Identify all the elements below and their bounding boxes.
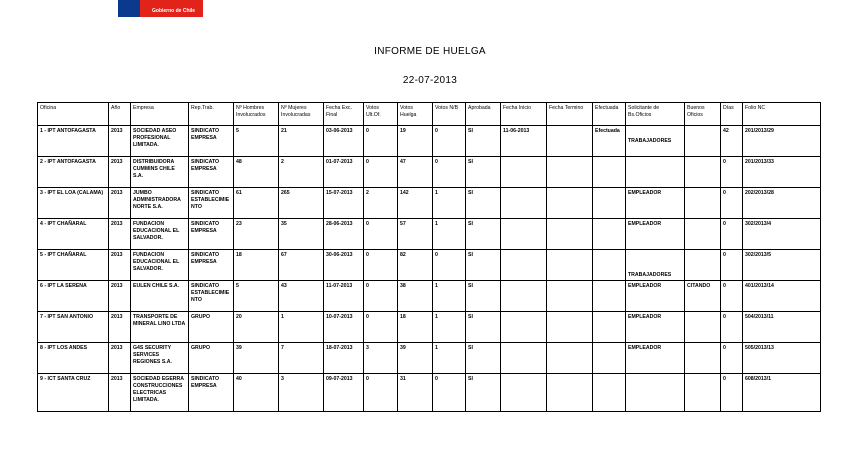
table-cell (626, 157, 685, 188)
table-cell: 0 (364, 312, 398, 343)
logo-blue-block (118, 0, 140, 17)
table-row (38, 188, 821, 219)
table-cell (685, 219, 721, 250)
column-header: Folio NC (743, 103, 821, 126)
table-cell (685, 157, 721, 188)
table-cell: 608/2013/1 (743, 374, 821, 412)
table-cell: 0 (721, 188, 743, 219)
table-cell: GRUPO (189, 312, 234, 343)
table-cell: 42 (721, 126, 743, 157)
table-cell: 0 (433, 374, 466, 412)
table-cell (501, 343, 547, 374)
table-cell: 19 (398, 126, 433, 157)
table-cell: 2013 (109, 126, 131, 157)
table-cell: 15-07-2013 (324, 188, 364, 219)
table-cell: FUNDACION EDUCACIONAL EL SALVADOR. (131, 219, 189, 250)
table-cell: SINDICATO EMPRESA (189, 219, 234, 250)
table-cell: G4S SECURITY SERVICES REGIONES S.A. (131, 343, 189, 374)
table-cell: 0 (433, 126, 466, 157)
table-cell (547, 250, 593, 281)
table-cell: 57 (398, 219, 433, 250)
strike-report-table (37, 102, 821, 412)
table-cell: SI (466, 250, 501, 281)
table-cell: 3 - IPT EL LOA (CALAMA) (38, 188, 109, 219)
table-cell (593, 281, 626, 312)
table-cell: 3 (279, 374, 324, 412)
table-cell (501, 312, 547, 343)
table-cell: 28-06-2013 (324, 219, 364, 250)
table-cell: 1 (279, 312, 324, 343)
table-cell (547, 343, 593, 374)
table-cell: EULEN CHILE S.A. (131, 281, 189, 312)
table-cell (593, 157, 626, 188)
table-cell: 302/2013/4 (743, 219, 821, 250)
table-cell (501, 281, 547, 312)
table-cell: 0 (433, 157, 466, 188)
table-cell: 4 - IPT CHAÑARAL (38, 219, 109, 250)
table-cell: 35 (279, 219, 324, 250)
column-header: Buenos Oficios (685, 103, 721, 126)
table-cell: 01-07-2013 (324, 157, 364, 188)
table-cell: 48 (234, 157, 279, 188)
table-cell: 2013 (109, 343, 131, 374)
table-cell: SINDICATO ESTABLECIMIENTO (189, 281, 234, 312)
logo-text: Gobierno de Chile (152, 8, 196, 14)
table-cell: 0 (721, 157, 743, 188)
table-cell: DISTRIBUIDORA CUMMINS CHILE S.A. (131, 157, 189, 188)
table-cell: 1 (433, 312, 466, 343)
table-cell (593, 343, 626, 374)
table-cell: 38 (398, 281, 433, 312)
table-cell (685, 250, 721, 281)
table-cell (547, 312, 593, 343)
table-cell: SOCIEDAD ASEO PROFESIONAL LIMITADA. (131, 126, 189, 157)
table-cell (501, 250, 547, 281)
table-cell: SI (466, 312, 501, 343)
table-cell: 1 (433, 188, 466, 219)
table-cell: 0 (364, 281, 398, 312)
table-cell (593, 250, 626, 281)
table-cell: 61 (234, 188, 279, 219)
table-cell: 0 (433, 250, 466, 281)
table-row (38, 219, 821, 250)
table-cell: 18-07-2013 (324, 343, 364, 374)
table-cell: 302/2013/5 (743, 250, 821, 281)
table-cell: EMPLEADOR (626, 281, 685, 312)
table-cell: 09-07-2013 (324, 374, 364, 412)
table-cell: 82 (398, 250, 433, 281)
table-cell (685, 312, 721, 343)
column-header: Nº Hombres Involucrados (234, 103, 279, 126)
table-cell: Efectuada (593, 126, 626, 157)
table-cell: 505/2013/13 (743, 343, 821, 374)
table-cell: 2 (279, 157, 324, 188)
table-row (38, 343, 821, 374)
table-cell: 2013 (109, 374, 131, 412)
table-cell: 2013 (109, 157, 131, 188)
column-header: Año (109, 103, 131, 126)
table-cell: FUNDACION EDUCACIONAL EL SALVADOR. (131, 250, 189, 281)
table-row (38, 250, 821, 281)
table-cell: 1 (433, 219, 466, 250)
table-cell: SI (466, 188, 501, 219)
table-cell (593, 312, 626, 343)
table-cell: 265 (279, 188, 324, 219)
table-cell: 40 (234, 374, 279, 412)
table-cell: 0 (364, 157, 398, 188)
table-cell: SI (466, 343, 501, 374)
table-cell: 67 (279, 250, 324, 281)
table-cell (501, 374, 547, 412)
table-cell (547, 126, 593, 157)
table-cell: 03-06-2013 (324, 126, 364, 157)
table-cell: 202/2013/28 (743, 188, 821, 219)
table-cell: EMPLEADOR (626, 343, 685, 374)
table-cell (501, 157, 547, 188)
table-cell: SI (466, 157, 501, 188)
table-cell (593, 188, 626, 219)
table-cell: 8 - IPT LOS ANDES (38, 343, 109, 374)
table-cell: SINDICATO ESTABLECIMIENTO (189, 188, 234, 219)
column-header: Fecha Exc. Final (324, 103, 364, 126)
table-cell: 201/2013/29 (743, 126, 821, 157)
table-cell: 0 (721, 343, 743, 374)
table-cell: SINDICATO EMPRESA (189, 374, 234, 412)
table-cell: 18 (234, 250, 279, 281)
table-cell: 0 (721, 374, 743, 412)
table-row (38, 157, 821, 188)
column-header: Votos Ult.Of. (364, 103, 398, 126)
report-date: 22-07-2013 (402, 75, 458, 86)
table-cell: JUMBO ADMINISTRADORA NORTE S.A. (131, 188, 189, 219)
table-header-row (38, 103, 821, 126)
table-cell: 43 (279, 281, 324, 312)
table-row (38, 312, 821, 343)
table-cell: 2013 (109, 281, 131, 312)
table-cell (547, 219, 593, 250)
table-cell: SINDICATO EMPRESA (189, 126, 234, 157)
table-cell: 0 (364, 374, 398, 412)
table-cell: EMPLEADOR (626, 188, 685, 219)
table-cell (547, 374, 593, 412)
column-header: Solicitante de Bs.Oficios (626, 103, 685, 126)
table-cell: EMPLEADOR (626, 219, 685, 250)
table-cell: 0 (721, 250, 743, 281)
table-cell: CITANDO (685, 281, 721, 312)
table-cell: 1 (433, 281, 466, 312)
column-header: Aprobada (466, 103, 501, 126)
column-header: Votos Huelga (398, 103, 433, 126)
table-cell: 5 - IPT CHAÑARAL (38, 250, 109, 281)
table-row (38, 126, 821, 157)
table-cell (593, 219, 626, 250)
table-cell: TRANSPORTE DE MINERAL LINO LTDA (131, 312, 189, 343)
table-cell: 0 (364, 126, 398, 157)
table-cell: SI (466, 281, 501, 312)
table-cell: 39 (398, 343, 433, 374)
table-cell: 11-06-2013 (501, 126, 547, 157)
table-cell: SOCIEDAD EGERRA CONSTRUCCIONES ELECTRICAS LIMITADA. (131, 374, 189, 412)
gobierno-logo (118, 0, 203, 17)
report-title: INFORME DE HUELGA (374, 46, 486, 57)
table-cell: 2 (364, 188, 398, 219)
table-cell (547, 188, 593, 219)
table-cell: 504/2013/11 (743, 312, 821, 343)
column-header: Fecha Termino (547, 103, 593, 126)
table-cell: 11-07-2013 (324, 281, 364, 312)
column-header: Días (721, 103, 743, 126)
table-cell: 5 (234, 126, 279, 157)
table-cell: 10-07-2013 (324, 312, 364, 343)
table-cell: 2013 (109, 219, 131, 250)
table-cell: 1 (433, 343, 466, 374)
table-cell (547, 157, 593, 188)
column-header: Nº Mujeres Involucradas (279, 103, 324, 126)
table-cell: EMPLEADOR (626, 312, 685, 343)
table-cell: 401/2013/14 (743, 281, 821, 312)
table-cell: 6 - IPT LA SERENA (38, 281, 109, 312)
column-header: Empresa (131, 103, 189, 126)
table-row (38, 374, 821, 412)
column-header: Fecha Inicio (501, 103, 547, 126)
table-cell (501, 188, 547, 219)
table-cell: 2013 (109, 250, 131, 281)
table-cell: 31 (398, 374, 433, 412)
table-cell (547, 281, 593, 312)
table-cell (501, 219, 547, 250)
table-cell: SI (466, 219, 501, 250)
column-header: Efectuada (593, 103, 626, 126)
table-cell: 0 (364, 250, 398, 281)
table-cell: SI (466, 374, 501, 412)
table-cell: 1 - IPT ANTOFAGASTA (38, 126, 109, 157)
table-cell: 5 (234, 281, 279, 312)
table-cell: 2013 (109, 312, 131, 343)
table-cell: 0 (364, 219, 398, 250)
table-cell (685, 188, 721, 219)
table-cell (685, 126, 721, 157)
table-cell: TRABAJADORES (626, 250, 685, 281)
table-cell (685, 343, 721, 374)
table-cell: 23 (234, 219, 279, 250)
table-row (38, 281, 821, 312)
table-cell: 0 (721, 219, 743, 250)
column-header: Votos N/B (433, 103, 466, 126)
table-cell: SI (466, 126, 501, 157)
table-cell: 7 - IPT SAN ANTONIO (38, 312, 109, 343)
table-cell: SINDICATO EMPRESA (189, 157, 234, 188)
table-cell: 20 (234, 312, 279, 343)
table-cell: 47 (398, 157, 433, 188)
table-cell: 0 (721, 312, 743, 343)
table-cell: 7 (279, 343, 324, 374)
column-header: Rep.Trab. (189, 103, 234, 126)
table-cell: 142 (398, 188, 433, 219)
table-cell: 18 (398, 312, 433, 343)
table-cell (626, 374, 685, 412)
table-cell: 0 (721, 281, 743, 312)
table-cell (685, 374, 721, 412)
table-cell: 201/2013/33 (743, 157, 821, 188)
table-cell: 2 - IPT ANTOFAGASTA (38, 157, 109, 188)
table-cell (593, 374, 626, 412)
table-cell: 21 (279, 126, 324, 157)
table-cell: 3 (364, 343, 398, 374)
table-cell: TRABAJADORES (626, 126, 685, 157)
table-cell: SINDICATO EMPRESA (189, 250, 234, 281)
table-cell: GRUPO (189, 343, 234, 374)
column-header: Oficina (38, 103, 109, 126)
table-cell: 2013 (109, 188, 131, 219)
table-cell: 30-06-2013 (324, 250, 364, 281)
table-cell: 39 (234, 343, 279, 374)
table-cell: 9 - ICT SANTA CRUZ (38, 374, 109, 412)
